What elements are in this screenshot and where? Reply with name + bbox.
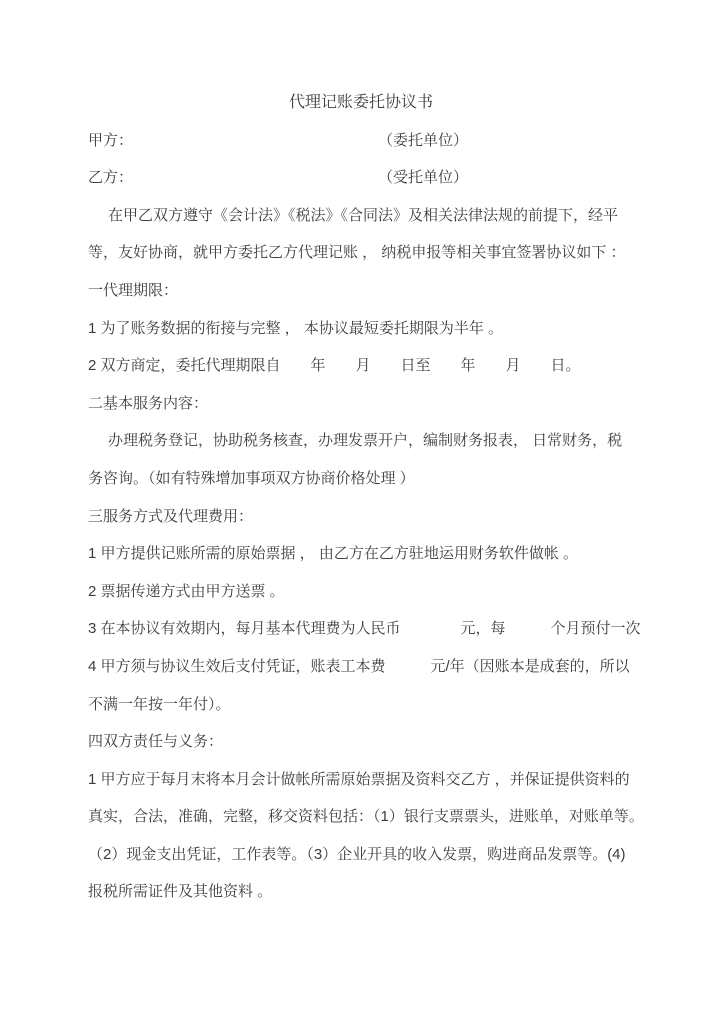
clause-4-1-line-1: 1 甲方应于每月末将本月会计做帐所需原始票据及资料交乙方 ，并保证提供资料的 xyxy=(88,770,630,788)
document-title: 代理记账委托协议书 xyxy=(288,94,433,111)
clause-4-1-line-2: 真实，合法，准确，完整，移交资料包括：（1）银行支票票头，进账单，对账单等。 xyxy=(88,808,644,826)
section-4-heading: 四双方责任与义务： xyxy=(88,733,224,751)
party-a-role: （委托单位） xyxy=(378,131,469,149)
party-a-line xyxy=(88,122,634,160)
party-b-role: （受托单位） xyxy=(378,169,469,187)
party-b-line xyxy=(88,159,634,197)
clause-3-3: 3 在本协议有效期内，每月基本代理费为人民币 元，每 个月预付一次 xyxy=(88,620,641,638)
clause-3-1: 1 甲方提供记账所需的原始票据 ， 由乙方在乙方驻地运用财务软件做帐 。 xyxy=(88,545,579,563)
clause-2-1-line-2: 务咨询。（如有特殊增加事项双方协商价格处理 ） xyxy=(88,469,415,487)
clause-3-4-line-1: 4 甲方须与协议生效后支付凭证，账表工本费 元/年（因账本是成套的，所以 xyxy=(88,657,630,675)
preamble-line-2: 等，友好协商，就甲方委托乙方代理记账 ， 纳税申报等相关事宜签署协议如下 ： xyxy=(88,244,626,262)
clause-4-1-line-4: 报税所需证件及其他资料 。 xyxy=(88,883,273,901)
clause-3-2: 2 票据传递方式由甲方送票 。 xyxy=(88,582,285,600)
party-a-label: 甲方： xyxy=(88,131,134,149)
clause-1-2: 2 双方商定，委托代理期限自 年 月 日至 年 月 日。 xyxy=(88,357,581,375)
party-b-label: 乙方： xyxy=(88,169,134,187)
clause-2-1-line-1: 办理税务登记，协助税务核查，办理发票开户，编制财务报表， 日常财务，税 xyxy=(108,432,623,450)
section-3-heading: 三服务方式及代理费用： xyxy=(88,507,254,525)
clause-3-4-line-2: 不满一年按一年付）。 xyxy=(88,695,231,713)
document-content xyxy=(88,84,644,911)
preamble-line-1: 在甲乙双方遵守《会计法》《税法》《合同法》及相关法律法规的前提下，经平 xyxy=(108,206,619,224)
clause-1-1: 1 为了账务数据的衔接与完整 ， 本协议最短委托期限为半年 。 xyxy=(88,319,504,337)
clause-4-1-line-3: （2）现金支出凭证，工作表等。（3）企业开具的收入发票，购进商品发票等。(4) xyxy=(88,845,626,863)
section-2-heading: 二基本服务内容： xyxy=(88,394,209,412)
section-1-heading: 一代理期限： xyxy=(88,281,179,299)
